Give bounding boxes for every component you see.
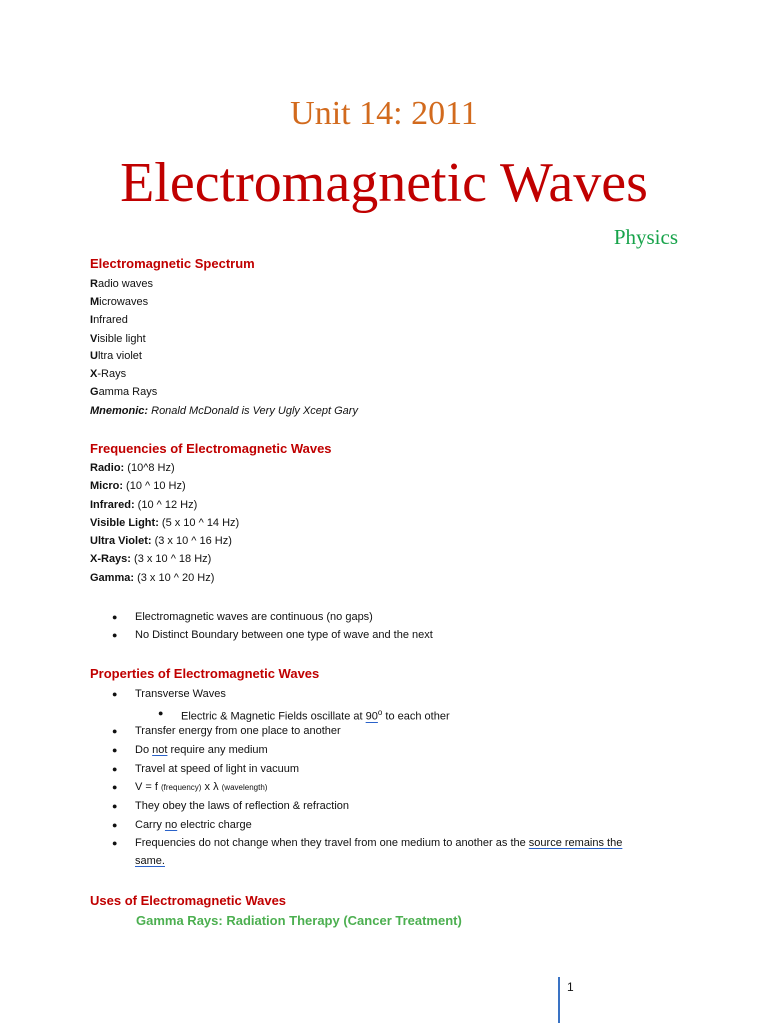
subject-label: Physics [613,225,678,249]
bullet-icon: ● [112,745,118,755]
spectrum-item: Gamma Rays [90,386,158,398]
page-number: 1 [567,980,574,994]
angle-value: 90 [365,710,378,723]
bullet-continuation: same. [135,855,165,867]
bullet-icon: ● [112,764,118,774]
bullet-icon: ● [112,689,118,699]
wave-formula: V = f (frequency) x λ (wavelength) [135,781,268,793]
document-page: Unit 14: 2011 Electromagnetic Waves Physics Electromagnetic Spectrum Radio waves Microwaves Infrared Visible light Ultra violet X-Rays Gamma Rays Mnemonic: Ronald McDonald is Very Ugly Xcept Gary Frequencies of Electromagnetic Waves Radio: (10^8 Hz) Micro: (10 ^ 10 Hz) Infrared: (10 ^ 12 Hz) Visible Light: (5 x 10 ^ 14 Hz) Ultra Violet: (3 x 10 ^ 16 Hz) X-Rays: (3 x 10 ^ 18 Hz) Gamma: (3 x 10 ^ 20 Hz) ● Electromagnetic waves are continuous (no gaps) ● No Distinct Boundary between one type of wave and the next Properties of Electromagnetic Waves ● Transverse Waves ● Electric & Magnetic Fields oscillate at 90$^o$ to each other ● Transfer energy from one place to another ● Do not require any medium ● Travel at speed of light in vacuum ● V = f (frequency) x λ (wavelength) ● They obey the laws of reflection & refraction ● Carry no electric charge ● Frequencies do not change when they travel from one medium to another as the source remains the same. Uses of Electromagnetic Waves Gamma Rays: Radiation Therapy (Cancer Treatment) 1 [0,0,768,1024]
uses-gamma: Gamma Rays: Radiation Therapy (Cancer Treatment) [136,913,462,928]
frequency-item: Micro: (10 ^ 10 Hz) [90,480,186,492]
uses-heading: Uses of Electromagnetic Waves [90,893,287,908]
bullet-icon: ● [112,726,118,736]
bullet-icon: ● [112,801,118,811]
spectrum-item: Infrared [90,314,128,326]
frequency-item: Gamma: (3 x 10 ^ 20 Hz) [90,572,215,584]
bullet-icon: ● [112,820,118,830]
bullet-icon: ● [112,630,118,640]
frequency-item: Visible Light: (5 x 10 ^ 14 Hz) [90,517,240,529]
spectrum-item: Visible light [90,333,146,345]
page-number-divider [558,977,560,1023]
bullet-icon: ● [112,838,118,848]
bullet-icon: ● [112,782,118,792]
frequency-item: X-Rays: (3 x 10 ^ 18 Hz) [90,553,212,565]
bullet-icon: ● [158,708,164,718]
spectrum-heading: Electromagnetic Spectrum [90,256,255,271]
spectrum-item: Ultra violet [90,350,142,362]
spectrum-item: Microwaves [90,296,149,308]
mnemonic-line: Mnemonic: Ronald McDonald is Very Ugly Xcept Gary [90,405,358,417]
document-title: Electromagnetic Waves [120,152,648,214]
spectrum-item: Radio waves [90,278,153,290]
frequency-item: Radio: (10^8 Hz) [90,462,175,474]
frequency-item: Ultra Violet: (3 x 10 ^ 16 Hz) [90,535,232,547]
frequency-item: Infrared: (10 ^ 12 Hz) [90,499,198,511]
spectrum-item: X-Rays [90,368,127,380]
frequencies-heading: Frequencies of Electromagnetic Waves [90,441,332,456]
bullet-icon: ● [112,612,118,622]
properties-heading: Properties of Electromagnetic Waves [90,666,320,681]
unit-subtitle: Unit 14: 2011 [290,95,478,132]
